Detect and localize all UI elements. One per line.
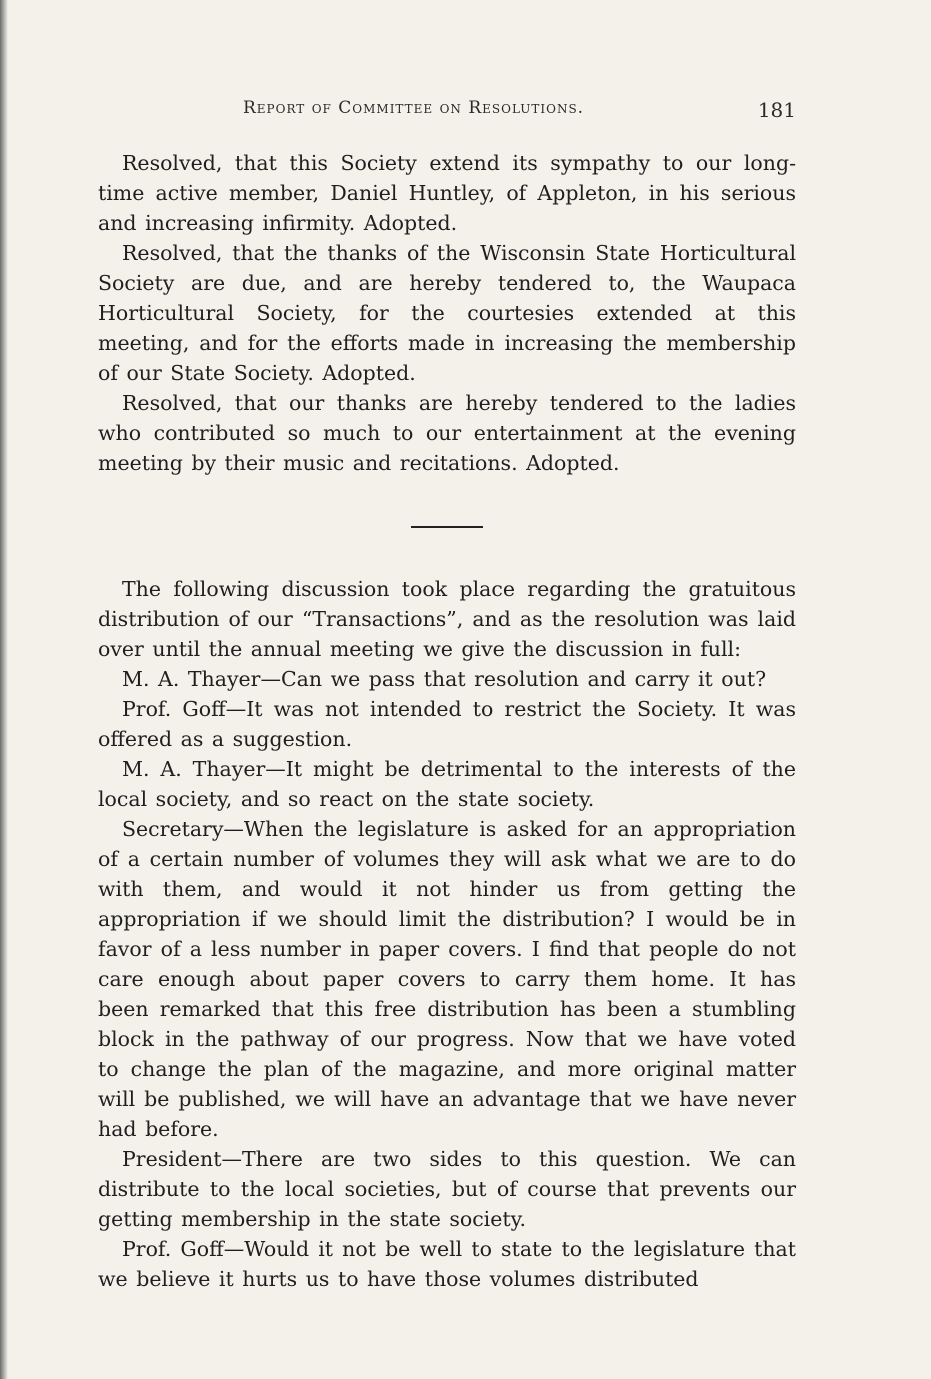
discussion-paragraph: M. A. Thayer—It might be detrimental to the interests of the local society, and so react on the state society. — [98, 757, 796, 811]
discussion-paragraph: Prof. Goff—Would it not be well to state to the legislature that we believe it hurts us to have those volumes distributed — [98, 1237, 796, 1291]
book-page — [98, 94, 796, 1294]
discussion-paragraph: President—There are two sides to this question. We can distribute to the local societies, but of course that prevents our getting membership in the state society. — [98, 1147, 796, 1231]
discussion-paragraph: Secretary—When the legislature is asked for an appropriation of a certain number of volumes they will ask what we are to do with them, and would it not hinder us from getting the appropriation if we should limit the distribution? I would be in favor of a less number in paper covers. I find that people do not care enough about paper covers to carry them home. It has been remarked that this free distribution has been a stumbling block in the pathway of our progress. Now that we have voted to change the plan of the magazine, and more original matter will be published, we will have an advantage that we have never had before. — [98, 817, 796, 1141]
section-divider — [411, 526, 483, 528]
resolution-paragraph: Resolved, that this Society extend its sympathy to our long-time active member, Daniel Huntley, of Appleton, in his serious and increasing infirmity. Adopted. — [98, 151, 796, 235]
discussion-paragraph: Prof. Goff—It was not intended to restrict the Society. It was offered as a suggestion. — [98, 697, 796, 751]
page-spine-shadow — [0, 0, 8, 1379]
resolution-paragraph: Resolved, that the thanks of the Wisconsin State Horticultural Society are due, and are hereby tendered to, the Waupaca Horticultural Society, for the courtesies extended at this meeting, and for the efforts made in increasing the membership of our State Society. Adopted. — [98, 241, 796, 385]
page-number: 181 — [757, 98, 796, 122]
resolutions-section — [98, 148, 796, 478]
discussion-paragraph: M. A. Thayer—Can we pass that resolution and carry it out? — [122, 667, 767, 691]
discussion-section — [98, 574, 796, 1294]
running-title: Report of Committee on Resolutions. — [243, 98, 585, 118]
discussion-intro: The following discussion took place regarding the gratuitous distribution of our “Transactions”, and as the resolution was laid over until the annual meeting we give the discussion in full: — [98, 577, 796, 661]
resolution-paragraph: Resolved, that our thanks are hereby tendered to the ladies who contributed so much to our entertainment at the evening meeting by their music and recitations. Adopted. — [98, 391, 796, 475]
running-header — [98, 94, 796, 130]
